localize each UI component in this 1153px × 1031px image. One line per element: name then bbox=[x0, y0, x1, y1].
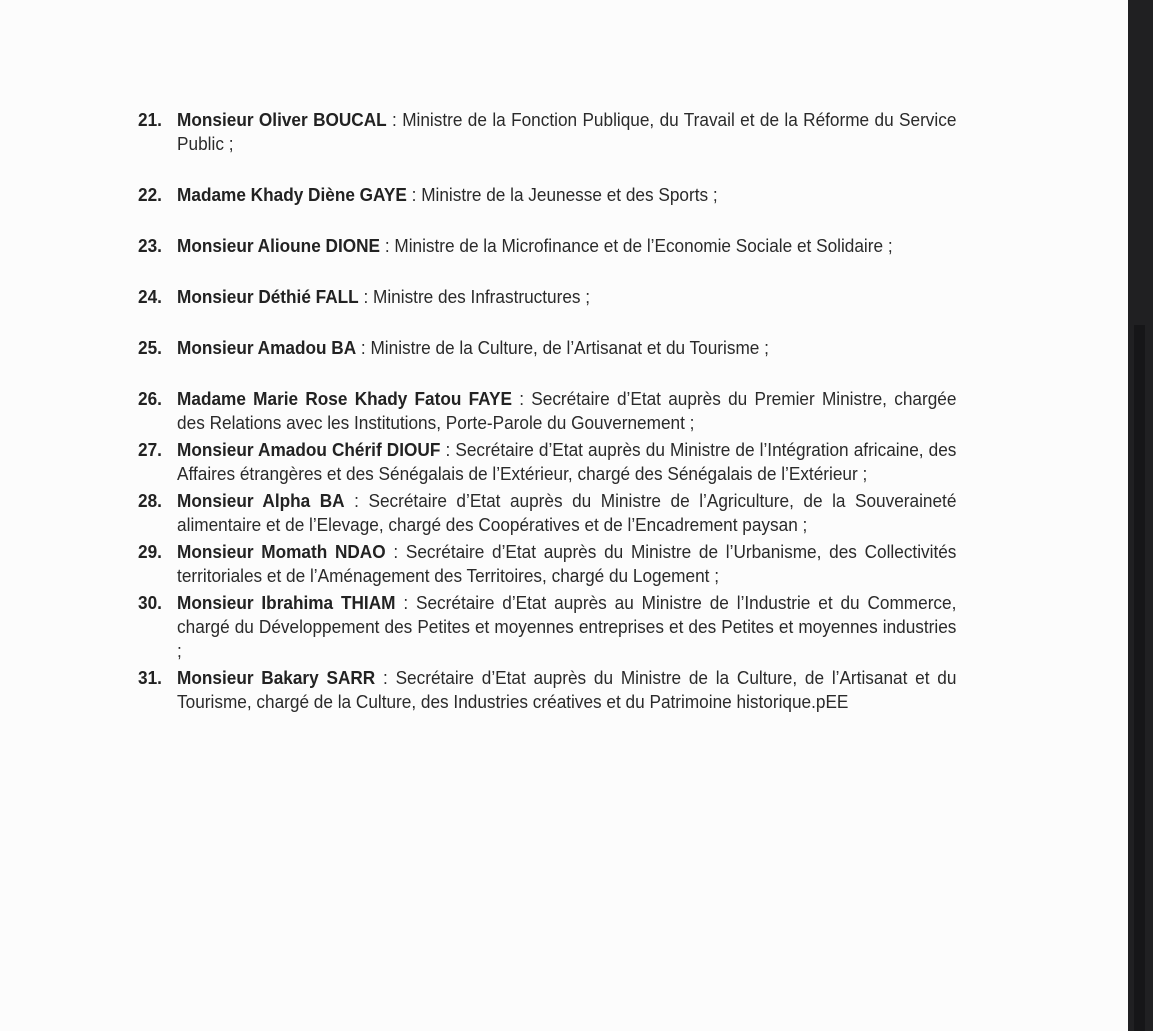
separator: : bbox=[386, 109, 403, 130]
item-number: 21. bbox=[138, 109, 162, 130]
item-number: 23. bbox=[138, 235, 162, 256]
person-name: Madame Marie Rose Khady Fatou FAYE bbox=[177, 388, 512, 409]
item-number: 31. bbox=[138, 667, 162, 688]
person-name: Monsieur Alioune DIONE bbox=[177, 235, 381, 256]
person-name: Monsieur Déthié FALL bbox=[177, 286, 359, 307]
person-name: Monsieur Amadou Chérif DIOUF bbox=[177, 439, 441, 460]
list-item bbox=[138, 666, 956, 714]
person-name: Monsieur Ibrahima THIAM bbox=[177, 592, 396, 613]
person-name: Monsieur Momath NDAO bbox=[177, 541, 386, 562]
item-number: 30. bbox=[138, 592, 162, 613]
background-edge-shadow bbox=[1134, 325, 1145, 1031]
list-item bbox=[138, 540, 956, 588]
list-item bbox=[138, 183, 956, 207]
list-item bbox=[138, 285, 956, 309]
list-item bbox=[138, 387, 956, 435]
separator: : bbox=[406, 184, 422, 205]
role-text: Ministre de la Fonction Publique, du Travail et de la Réforme du Service Public ; bbox=[177, 109, 957, 154]
role-text: Secrétaire d’Etat auprès du Ministre de l’Agriculture, de la Souveraineté alimentaire et de l’Elevage, chargé des Coopératives et de l’Encadrement paysan ; bbox=[177, 490, 957, 535]
list-item bbox=[138, 591, 956, 663]
item-number: 28. bbox=[138, 490, 162, 511]
role-text: Ministre de la Culture, de l’Artisanat et du Tourisme ; bbox=[370, 337, 769, 358]
item-number: 29. bbox=[138, 541, 162, 562]
person-name: Monsieur Amadou BA bbox=[177, 337, 357, 358]
role-text: Secrétaire d’Etat auprès du Ministre de la Culture, de l’Artisanat et du Tourisme, chargé de la Culture, des Industries créatives et du Patrimoine historique.pEE bbox=[177, 667, 957, 712]
person-name: Monsieur Bakary SARR bbox=[177, 667, 376, 688]
separator: : bbox=[380, 235, 395, 256]
list-item bbox=[138, 234, 956, 258]
role-text: Ministre de la Jeunesse et des Sports ; bbox=[421, 184, 718, 205]
role-text: Secrétaire d’Etat auprès au Ministre de l’Industrie et du Commerce, chargé du Développement des Petites et moyennes entreprises et des Petites et moyennes industries ; bbox=[177, 592, 957, 661]
separator: : bbox=[440, 439, 456, 460]
role-text: Secrétaire d’Etat auprès du Ministre de l’Urbanisme, des Collectivités territoriales et de l’Aménagement des Territoires, chargé du Logement ; bbox=[177, 541, 957, 586]
separator: : bbox=[344, 490, 369, 511]
list-item bbox=[138, 489, 956, 537]
person-name: Monsieur Oliver BOUCAL bbox=[177, 109, 387, 130]
separator: : bbox=[395, 592, 416, 613]
role-text: Ministre de la Microfinance et de l’Economie Sociale et Solidaire ; bbox=[394, 235, 893, 256]
role-text: Secrétaire d’Etat auprès du Ministre de l’Intégration africaine, des Affaires étrangères et des Sénégalais de l’Extérieur, chargé des Sénégalais de l’Extérieur ; bbox=[177, 439, 957, 484]
list-item bbox=[138, 438, 956, 486]
item-number: 26. bbox=[138, 388, 162, 409]
person-name: Madame Khady Diène GAYE bbox=[177, 184, 407, 205]
item-number: 25. bbox=[138, 337, 162, 358]
separator: : bbox=[385, 541, 406, 562]
separator: : bbox=[356, 337, 371, 358]
list-item bbox=[138, 336, 956, 360]
separator: : bbox=[375, 667, 396, 688]
role-text: Secrétaire d’Etat auprès du Premier Ministre, chargée des Relations avec les Institutions, Porte-Parole du Gouvernement ; bbox=[177, 388, 957, 433]
role-text: Ministre des Infrastructures ; bbox=[373, 286, 591, 307]
separator: : bbox=[511, 388, 532, 409]
list-item bbox=[138, 108, 956, 156]
person-name: Monsieur Alpha BA bbox=[177, 490, 345, 511]
item-number: 27. bbox=[138, 439, 162, 460]
item-number: 22. bbox=[138, 184, 162, 205]
item-number: 24. bbox=[138, 286, 162, 307]
separator: : bbox=[358, 286, 374, 307]
appointment-list bbox=[138, 108, 956, 714]
